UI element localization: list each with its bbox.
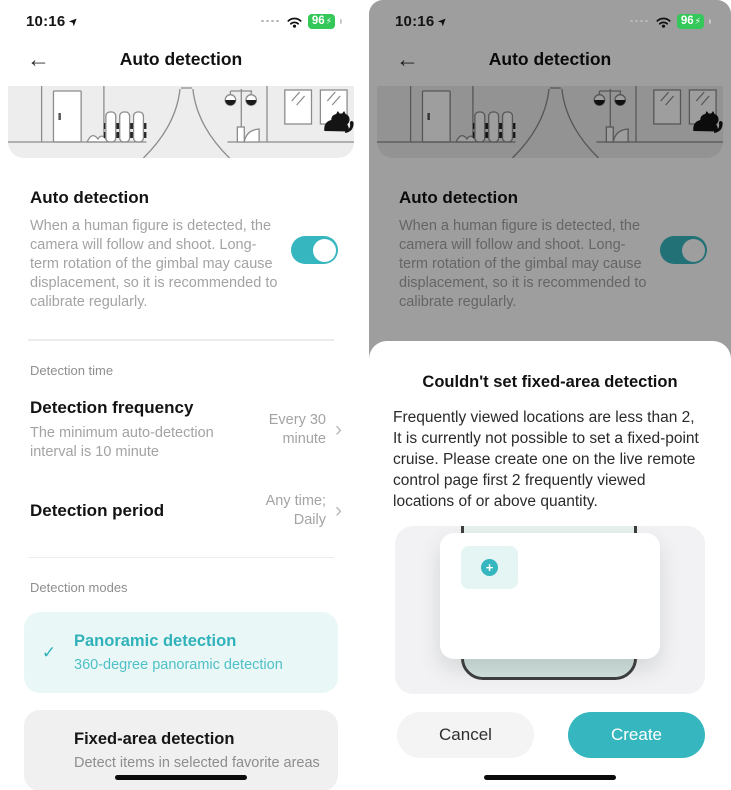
auto-detection-section: [30, 188, 338, 312]
cancel-button[interactable]: Cancel: [397, 712, 534, 758]
section-label-detection-modes: Detection modes: [30, 580, 128, 595]
auto-detection-description: When a human figure is detected, the camera will follow and shoot. Long-term rotation of the gimbal may cause displacement, so it is recommended to calibrate regularly.: [30, 218, 278, 310]
modal-title: Couldn't set fixed-area detection: [422, 373, 678, 391]
plus-icon: +: [481, 559, 498, 576]
mode-panoramic-detection[interactable]: [24, 612, 338, 693]
wifi-icon: [286, 15, 303, 28]
row-title: Detection frequency: [30, 397, 194, 417]
clock: 10:16: [26, 12, 66, 30]
battery-percent: 96: [680, 14, 694, 27]
wifi-icon: [655, 15, 672, 28]
signal-dots-icon: [261, 20, 279, 23]
signal-dots-icon: [630, 20, 648, 23]
modal-sheet: [369, 341, 731, 790]
divider: [28, 339, 334, 341]
charging-bolt-icon: ⚡: [694, 15, 701, 26]
check-icon: ✓: [41, 642, 57, 662]
home-indicator[interactable]: [115, 775, 247, 780]
row-value: Every 30 minute: [268, 411, 326, 447]
battery-icon: [677, 14, 704, 29]
auto-detection-title: Auto detection: [30, 188, 149, 207]
battery-percent: 96: [311, 14, 325, 27]
auto-detection-description: When a human figure is detected, the camera will follow and shoot. Long-term rotation of the gimbal may cause displacement, so it is recommended to calibrate regularly.: [399, 218, 647, 310]
modal-body: Frequently viewed locations are less than 2, It is currently not possible to set a fixed-point cruise. Please create one on the live remote control page first 2 frequently viewed locations of or above quantity.: [393, 409, 699, 510]
home-indicator[interactable]: [484, 775, 616, 780]
floating-card: [440, 533, 660, 659]
row-title: Detection period: [30, 500, 165, 520]
row-value: Any time; Daily: [265, 492, 326, 528]
battery-tip: [340, 19, 342, 24]
location-arrow-icon: ➤: [66, 13, 82, 29]
back-button[interactable]: ←: [396, 45, 419, 72]
battery-icon: [308, 14, 335, 29]
section-label-detection-time: Detection time: [30, 362, 114, 378]
modal-actions: [397, 712, 705, 758]
create-button[interactable]: Create: [568, 712, 705, 758]
screen-auto-detection: [0, 0, 362, 790]
street-illustration: [8, 86, 354, 158]
chevron-right-icon: ›: [335, 499, 342, 522]
auto-detection-title: Auto detection: [399, 188, 518, 207]
page-title: Auto detection: [488, 48, 612, 69]
screen-auto-detection-modal: [369, 0, 731, 790]
charging-bolt-icon: ⚡: [325, 15, 332, 26]
detection-frequency-row[interactable]: [30, 398, 342, 462]
detection-period-row[interactable]: [30, 492, 342, 530]
favorites-illustration: [395, 526, 705, 694]
back-button[interactable]: ←: [27, 45, 50, 72]
mode-subtitle: 360-degree panoramic detection: [74, 657, 283, 673]
location-arrow-icon: ➤: [435, 13, 451, 29]
mode-subtitle: Detect items in selected favorite areas: [74, 755, 320, 771]
auto-detection-toggle[interactable]: [291, 236, 338, 264]
row-subtitle: The minimum auto-detection interval is 10 minute: [30, 424, 214, 460]
battery-tip: [709, 19, 711, 24]
status-bar: [0, 0, 362, 34]
clock: 10:16: [395, 12, 435, 30]
mode-title: Panoramic detection: [74, 632, 237, 650]
page-title: Auto detection: [119, 48, 243, 69]
toggle-knob: [313, 239, 336, 262]
status-bar: [369, 0, 731, 34]
nav-header: [0, 34, 362, 84]
divider: [28, 557, 334, 559]
mode-title: Fixed-area detection: [74, 730, 235, 748]
chevron-right-icon: ›: [335, 418, 342, 441]
add-favorite-tile: [461, 546, 518, 589]
